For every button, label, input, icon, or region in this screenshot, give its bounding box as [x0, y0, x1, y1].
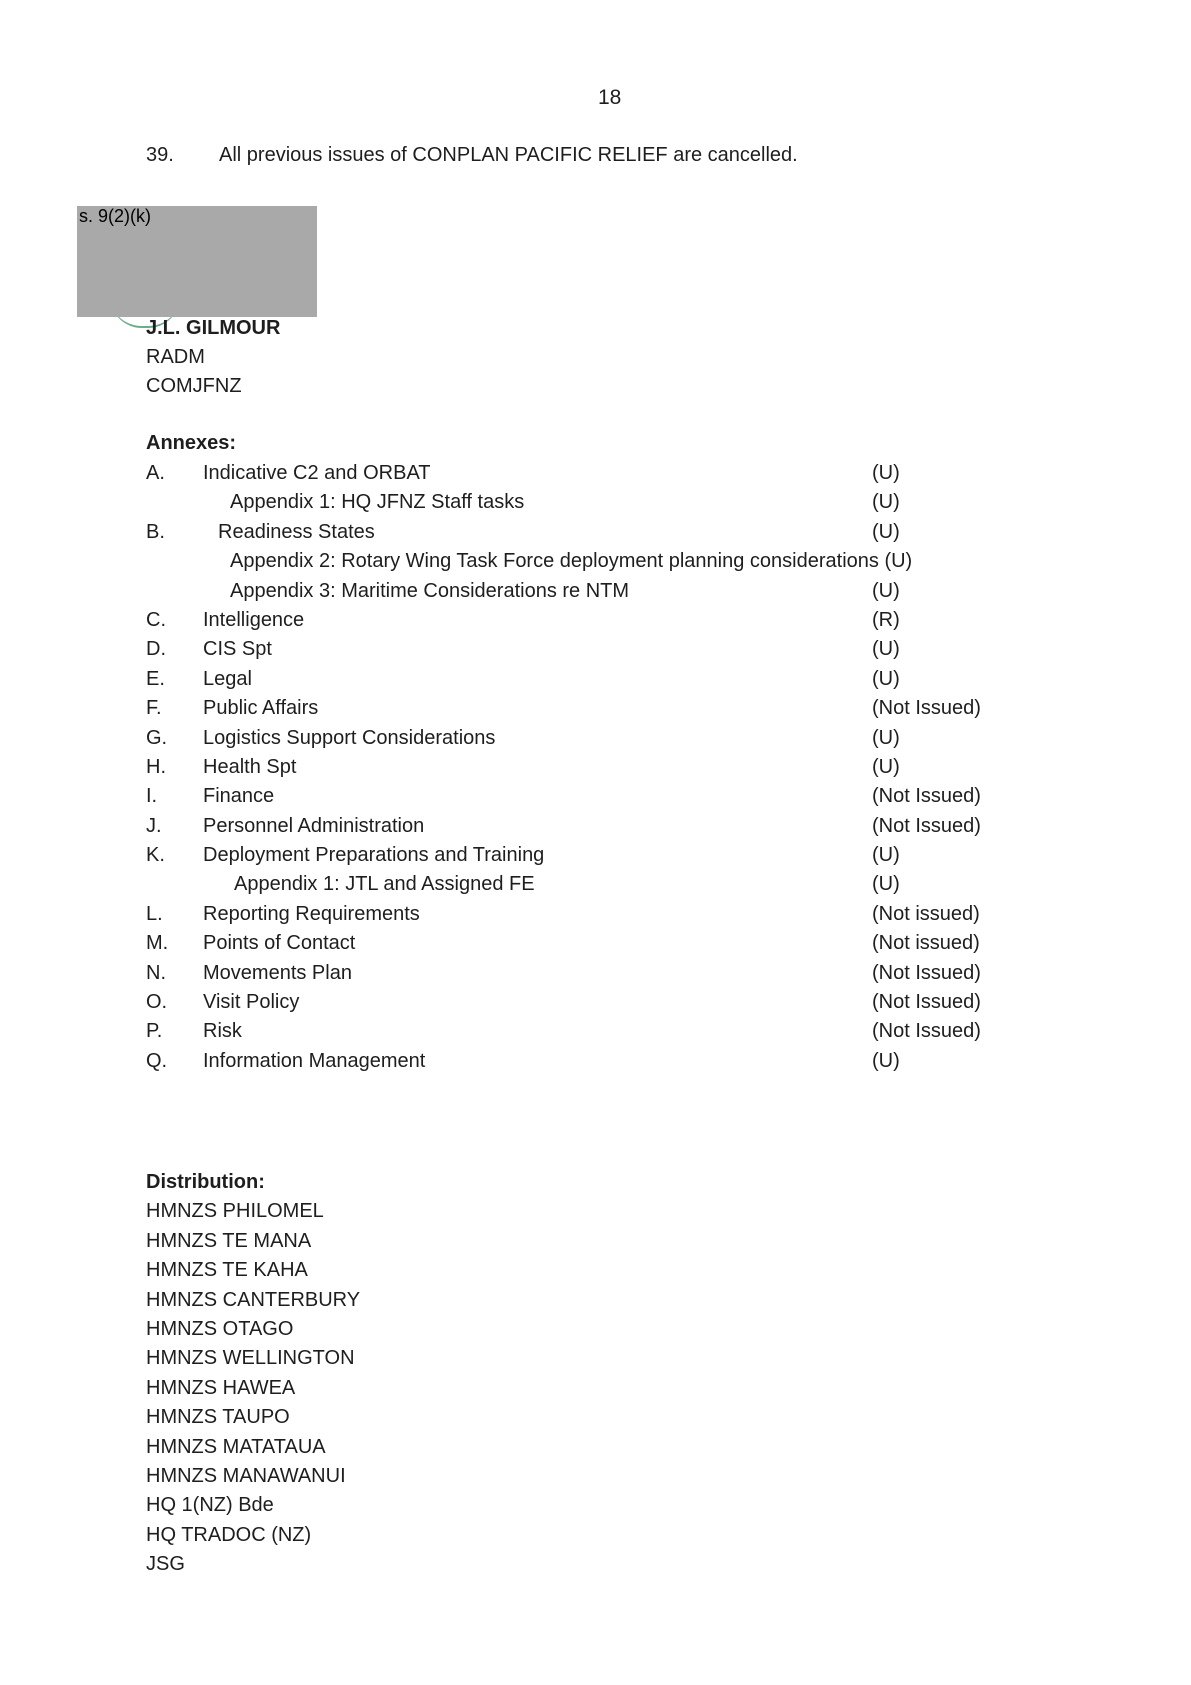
annex-appendix-row: [146, 580, 1006, 609]
signatory-rank: RADM: [146, 346, 205, 368]
annex-title: Information Management: [203, 1049, 426, 1072]
annex-row: [146, 756, 1006, 785]
annex-letter: F.: [146, 697, 162, 720]
annex-row: [146, 638, 1006, 667]
distribution-item: HMNZS TE KAHA: [146, 1259, 308, 1282]
annexes-heading: Annexes:: [146, 432, 237, 454]
annex-status: (U): [872, 667, 900, 690]
annex-row: [146, 668, 1006, 697]
signatory-name: J.L. GILMOUR: [146, 317, 281, 339]
annex-title: Personnel Administration: [203, 814, 425, 837]
distribution-item: HMNZS TE MANA: [146, 1229, 312, 1252]
distribution-item: HMNZS TAUPO: [146, 1406, 290, 1429]
annex-title: Appendix 1: HQ JFNZ Staff tasks: [230, 491, 525, 514]
annex-title: Public Affairs: [203, 697, 319, 720]
annex-status: (Not issued): [872, 932, 980, 955]
distribution-item: HMNZS CANTERBURY: [146, 1288, 361, 1311]
annex-title: Appendix 1: JTL and Assigned FE: [234, 873, 535, 896]
annex-letter: O.: [146, 991, 168, 1014]
annex-row: [146, 462, 1006, 491]
annex-title: Appendix 3: Maritime Considerations re NTM: [230, 579, 630, 602]
distribution-item: HQ 1(NZ) Bde: [146, 1494, 274, 1517]
redaction-box: [77, 206, 317, 317]
annex-appendix-title-with-status: [230, 550, 912, 573]
annex-status: (U): [884, 550, 913, 573]
distribution-heading: Distribution:: [146, 1171, 265, 1193]
annex-title: Visit Policy: [203, 991, 300, 1014]
annex-letter: M.: [146, 932, 169, 955]
annex-letter: Q.: [146, 1049, 168, 1072]
distribution-item: HMNZS PHILOMEL: [146, 1200, 324, 1223]
annex-letter: G.: [146, 726, 168, 749]
annex-status: (U): [872, 579, 900, 602]
distribution-item: HMNZS HAWEA: [146, 1376, 296, 1399]
annex-status: (Not Issued): [872, 785, 981, 808]
annex-status: (Not issued): [872, 902, 980, 925]
annex-letter: P.: [146, 1020, 163, 1043]
annex-title: Logistics Support Considerations: [203, 726, 496, 749]
annex-title: Deployment Preparations and Training: [203, 844, 545, 867]
annex-title: Legal: [203, 667, 252, 690]
annex-status: (U): [872, 1049, 900, 1072]
annex-title: CIS Spt: [203, 638, 272, 661]
annex-status: (U): [872, 638, 900, 661]
annex-row: [146, 521, 1006, 550]
annex-title: Finance: [203, 785, 275, 808]
annex-status: (U): [872, 491, 900, 514]
annex-row: [146, 727, 1006, 756]
redaction-label: s. 9(2)(k): [79, 206, 151, 226]
annex-title: Indicative C2 and ORBAT: [203, 462, 431, 484]
paragraph-39: [146, 144, 798, 167]
annex-row: [146, 962, 1006, 991]
annex-letter: L.: [146, 902, 163, 925]
distribution-list: [146, 1168, 360, 1580]
annex-status: (U): [872, 755, 900, 778]
annex-letter: J.: [146, 814, 162, 837]
annex-title: Movements Plan: [203, 961, 352, 984]
annex-row: [146, 697, 1006, 726]
annex-letter: E.: [146, 667, 165, 690]
annex-letter: B.: [146, 520, 165, 543]
annex-letter: I.: [146, 785, 158, 808]
annex-row: [146, 1020, 1006, 1049]
annex-status: (U): [872, 520, 900, 543]
page-number: 18: [598, 86, 622, 109]
annex-title: Intelligence: [203, 608, 305, 631]
distribution-item: HMNZS OTAGO: [146, 1318, 294, 1341]
annex-row: [146, 991, 1006, 1020]
annex-letter: A.: [146, 462, 165, 484]
annex-row: [146, 815, 1006, 844]
annex-row: [146, 903, 1006, 932]
signature-block: [146, 314, 280, 401]
annex-status: (U): [872, 462, 900, 484]
annex-title: Readiness States: [218, 520, 375, 543]
distribution-item: JSG: [146, 1553, 185, 1576]
distribution-item: HMNZS MANAWANUI: [146, 1465, 346, 1488]
annexes-list: [146, 432, 1006, 1079]
annex-status: (Not Issued): [872, 1020, 981, 1043]
annex-letter: K.: [146, 844, 165, 867]
annex-letter: H.: [146, 755, 166, 778]
annex-title: Health Spt: [203, 755, 297, 778]
annex-appendix-row: [146, 550, 1006, 579]
annex-row: [146, 609, 1006, 638]
annex-row: [146, 785, 1006, 814]
paragraph-text: All previous issues of CONPLAN PACIFIC RELIEF are cancelled.: [219, 144, 798, 166]
distribution-item: HMNZS MATATAUA: [146, 1435, 326, 1458]
annex-status: (R): [872, 608, 900, 631]
annex-letter: D.: [146, 638, 166, 661]
annex-status: (Not Issued): [872, 814, 981, 837]
annex-appendix-row: [146, 873, 1006, 902]
annex-appendix-row: [146, 491, 1006, 520]
annex-status: (Not Issued): [872, 991, 981, 1014]
annex-letter: N.: [146, 961, 166, 984]
annex-row: [146, 932, 1006, 961]
annex-title: Points of Contact: [203, 932, 356, 955]
signatory-appointment: COMJFNZ: [146, 375, 242, 397]
annex-status: (U): [872, 873, 900, 896]
annex-status: (U): [872, 726, 900, 749]
annex-title: Appendix 2: Rotary Wing Task Force deployment planning considerations: [230, 550, 879, 573]
annex-status: (Not Issued): [872, 961, 981, 984]
distribution-item: HQ TRADOC (NZ): [146, 1523, 312, 1546]
annex-letter: C.: [146, 608, 166, 631]
annex-title: Risk: [203, 1020, 242, 1043]
annex-status: (Not Issued): [872, 697, 981, 720]
annex-title: Reporting Requirements: [203, 902, 420, 925]
distribution-item: HMNZS WELLINGTON: [146, 1347, 355, 1370]
annex-row: [146, 1050, 1006, 1079]
annex-status: (U): [872, 844, 900, 867]
annex-row: [146, 844, 1006, 873]
paragraph-number: 39.: [146, 144, 174, 166]
